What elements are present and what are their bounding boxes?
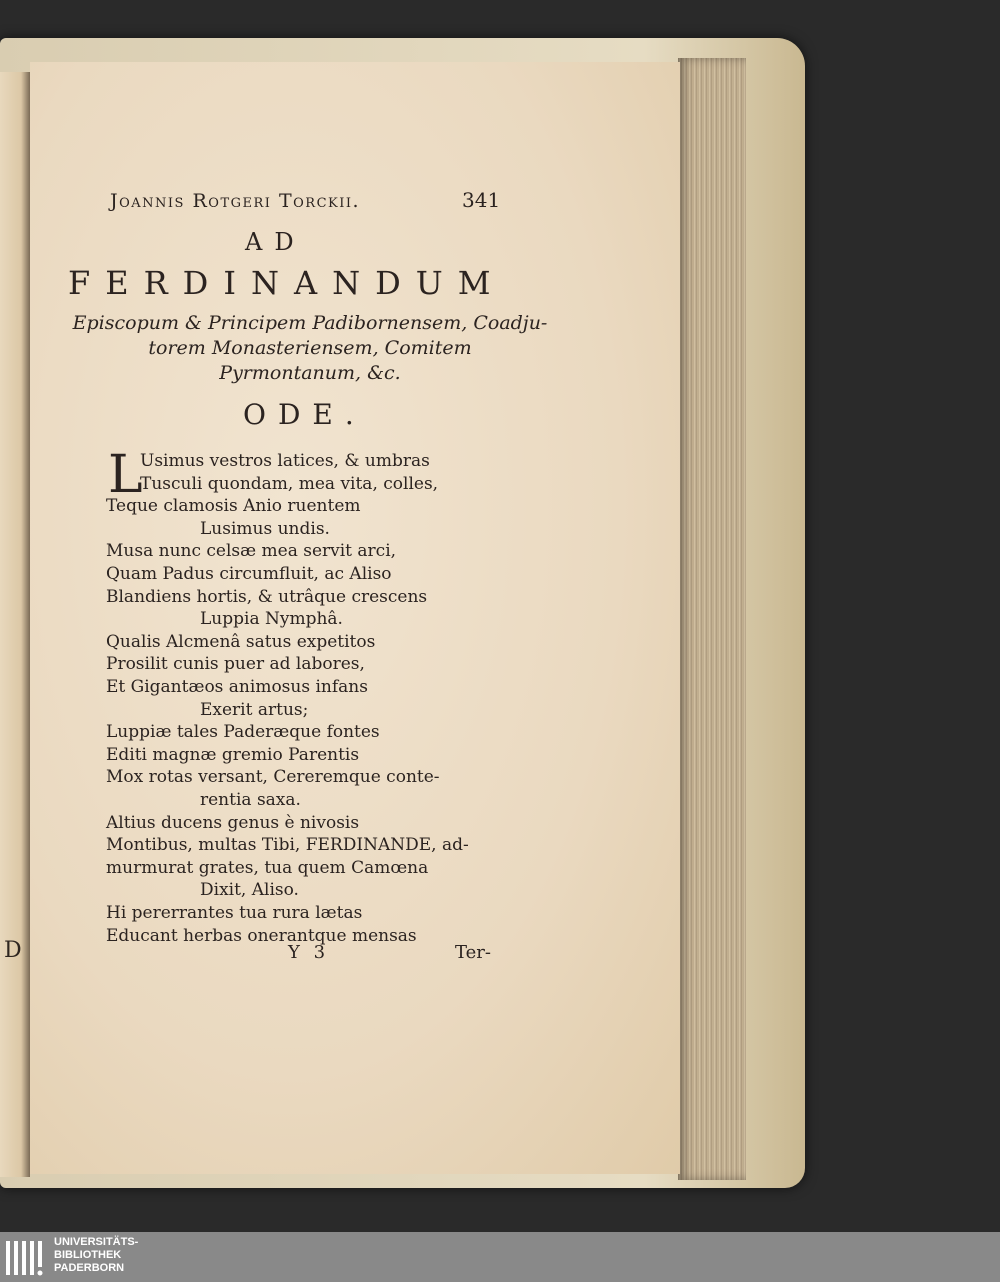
footer-bar	[0, 1232, 1000, 1282]
verse-line: Tusculi quondam, mea vita, colles,	[140, 473, 439, 494]
book-page	[30, 62, 680, 1174]
verse-line: Exerit artus;	[200, 699, 309, 720]
signature-mark: Y 3	[288, 942, 330, 963]
verse-line: Prosilit cunis puer ad labores,	[106, 654, 365, 675]
library-logo-text: UNIVERSITÄTS- BIBLIOTHEK PADERBORN	[54, 1236, 139, 1274]
subtitle-line-3: Pyrmontanum, &c.	[219, 362, 401, 384]
verse-line: Editi magnæ gremio Parentis	[106, 744, 360, 765]
verse-line: Montibus, multas Tibi, FERDINANDE, ad-	[106, 835, 469, 856]
verse-line: Lusimus undis.	[200, 518, 330, 539]
library-logo-icon	[4, 1235, 48, 1279]
title-ad: AD	[245, 228, 306, 256]
running-header: Joannis Rotgeri Torckii.	[110, 190, 361, 212]
ode-heading: ODE.	[243, 398, 366, 431]
verse-line: Blandiens hortis, & utrâque crescens	[106, 586, 428, 607]
verse-line: Et Gigantæos animosus infans	[106, 677, 368, 697]
verse-line: Educant herbas onerantque mensas	[106, 925, 417, 946]
verse-line: Luppia Nymphâ.	[200, 609, 343, 630]
verse-line: Dixit, Aliso.	[200, 880, 299, 901]
verse-line: Musa nunc celsæ mea servit arci,	[106, 541, 397, 562]
title-ferdinandum: FERDINANDUM	[68, 264, 506, 302]
verse-line: Usimus vestros latices, & umbras	[140, 451, 430, 471]
verse-line: murmurat grates, tua quem Camœna	[106, 857, 429, 878]
verse-line: Qualis Alcmenâ satus expetitos	[106, 631, 376, 652]
left-page-char: D	[4, 938, 22, 963]
page-number: 341	[462, 188, 501, 212]
verse-line: Luppiæ tales Paderæque fontes	[106, 722, 380, 743]
left-facing-page	[0, 72, 30, 1177]
subtitle-line-1: Episcopum & Principem Padibornensem, Coadju-	[72, 312, 548, 334]
verse-line: Teque clamosis Anio ruentem	[106, 496, 361, 517]
verse-line: Altius ducens genus è nivosis	[106, 812, 360, 833]
verse-line: rentia saxa.	[200, 790, 301, 810]
verse-line: Hi pererrantes tua rura lætas	[106, 903, 363, 923]
catchword: Ter-	[455, 942, 491, 963]
page-edges	[678, 58, 746, 1180]
verse-line: Quam Padus circumfluit, ac Aliso	[106, 564, 392, 584]
subtitle-line-2: torem Monasteriensem, Comitem	[148, 337, 472, 359]
verse-line: Mox rotas versant, Cereremque conte-	[106, 767, 440, 788]
drop-cap: L	[108, 445, 143, 505]
